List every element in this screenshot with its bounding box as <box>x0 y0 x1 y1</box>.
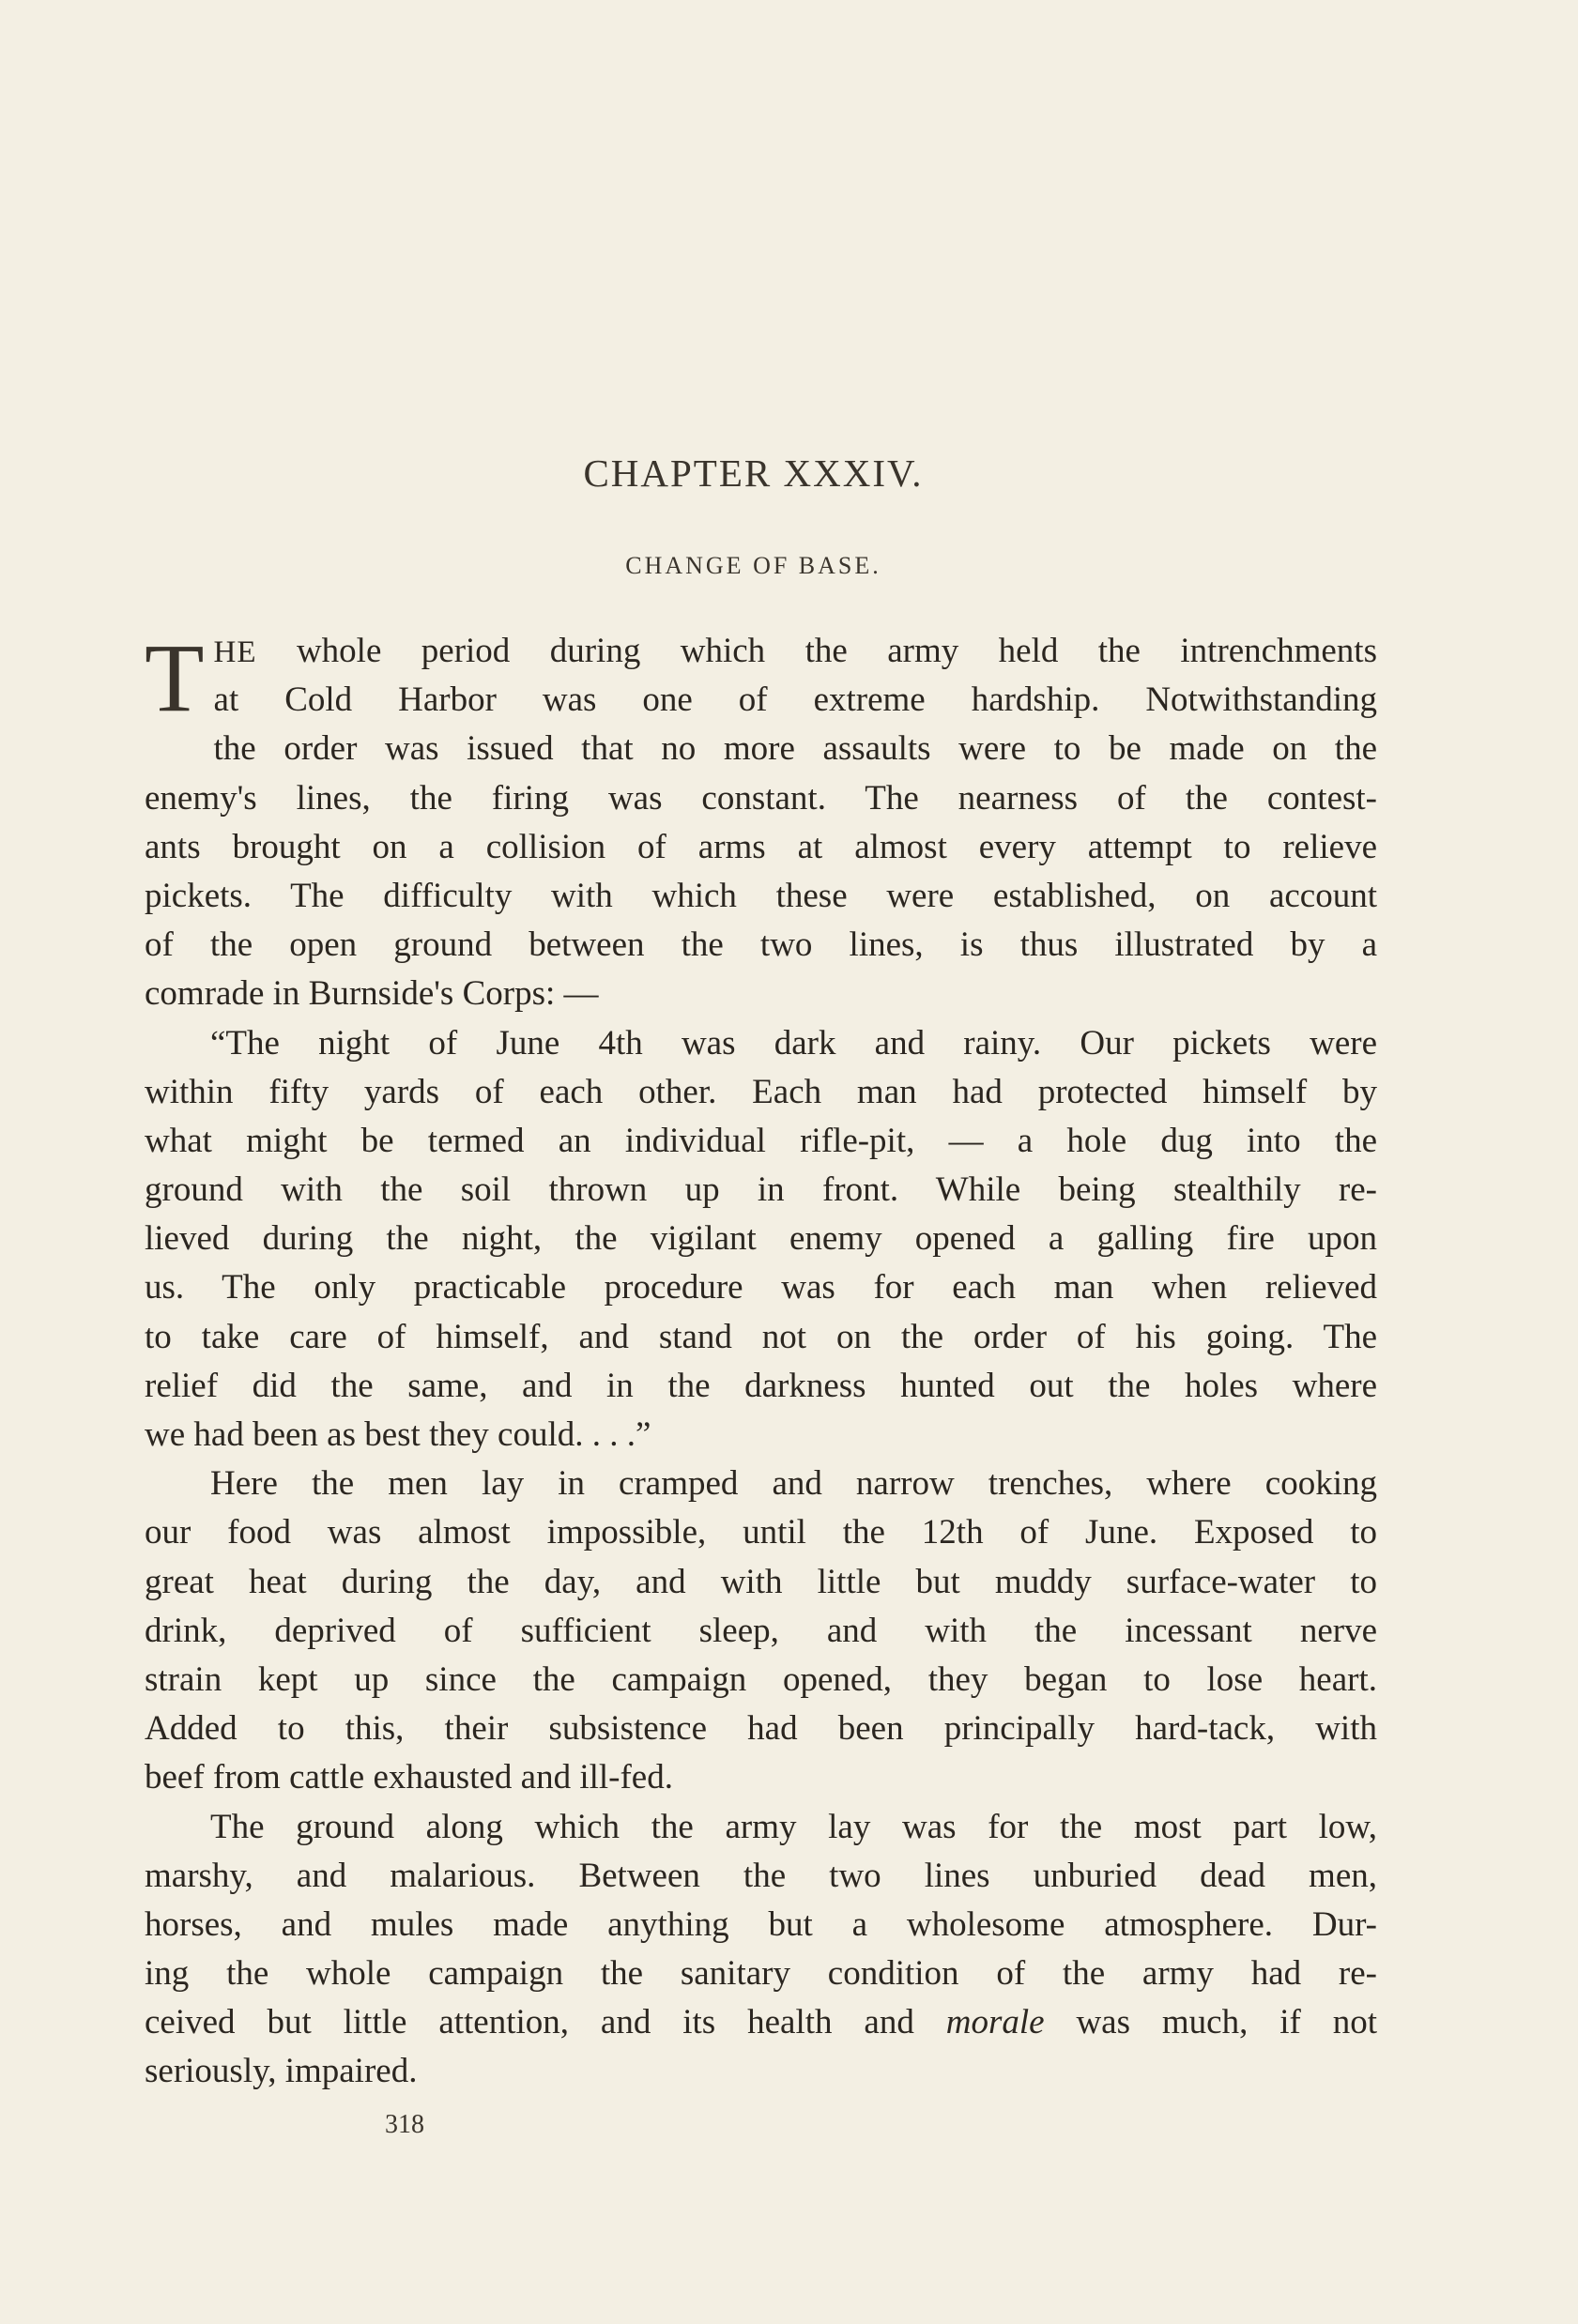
chapter-title: CHAPTER XXXIV. <box>583 451 924 495</box>
text-line: strain kept up since the campaign opened, they began to lose heart. <box>145 1659 1377 1699</box>
text-line: Added to this, their subsistence had been principally hard-tack, with <box>145 1709 1377 1749</box>
text-line: enemy's lines, the firing was constant. The nearness of the contest- <box>145 778 1377 818</box>
drop-cap: T <box>145 624 205 732</box>
smallcaps-opening: HE <box>213 635 257 669</box>
text-line: Here the men lay in cramped and narrow trenches, where cooking <box>210 1464 1377 1504</box>
text-line: what might be termed an individual rifle-pit, — a hole dug into the <box>145 1121 1377 1160</box>
text-line <box>145 627 1377 676</box>
text-line: we had been as best they could. . . .” <box>145 1415 651 1454</box>
line-text: ceived but little attention, and its health and <box>145 2003 946 2042</box>
text-line: relief did the same, and in the darkness hunted out the holes where <box>145 1366 1377 1405</box>
text-line: The ground along which the army lay was for the most part low, <box>210 1807 1377 1846</box>
text-line: our food was almost impossible, until the 12th of June. Exposed to <box>145 1513 1377 1552</box>
chapter-subtitle: CHANGE OF BASE. <box>625 552 881 579</box>
page-number: 318 <box>385 2110 424 2139</box>
line-text: whole period during which the army held the intrenchments <box>256 632 1377 670</box>
line-text: was much, if not <box>1044 2003 1377 2042</box>
text-line: great heat during the day, and with little but muddy surface-water to <box>145 1562 1377 1601</box>
text-line: lieved during the night, the vigilant enemy opened a galling fire upon <box>145 1219 1377 1259</box>
text-line: within fifty yards of each other. Each man had protected himself by <box>145 1072 1377 1111</box>
paragraph-4 <box>145 1803 1377 2097</box>
italic-word: morale <box>945 2003 1045 2042</box>
text-line: beef from cattle exhausted and ill-fed. <box>145 1758 673 1797</box>
paragraph-2 <box>145 1019 1377 1460</box>
body-text <box>145 624 1377 2097</box>
text-line <box>145 1998 1377 2047</box>
text-line: drink, deprived of sufficient sleep, and with the incessant nerve <box>145 1611 1377 1650</box>
text-line: comrade in Burnside's Corps: — <box>145 974 599 1014</box>
paragraph-3 <box>145 1460 1377 1802</box>
text-line: us. The only practicable procedure was for each man when relieved <box>145 1268 1377 1307</box>
text-line: to take care of himself, and stand not on the order of his going. The <box>145 1317 1377 1356</box>
text-line: at Cold Harbor was one of extreme hardship. Notwithstanding <box>213 680 1377 720</box>
paragraph-1 <box>145 624 1377 1019</box>
text-line: “The night of June 4th was dark and rainy. Our pickets were <box>210 1023 1377 1063</box>
text-line: pickets. The difficulty with which these were established, on account <box>145 876 1377 915</box>
text-line: marshy, and malarious. Between the two lines unburied dead men, <box>145 1856 1377 1895</box>
text-line: ants brought on a collision of arms at almost every attempt to relieve <box>145 827 1377 866</box>
text-line: of the open ground between the two lines, is thus illustrated by a <box>145 925 1377 965</box>
text-line: horses, and mules made anything but a wholesome atmosphere. Dur- <box>145 1904 1377 1944</box>
text-line: ing the whole campaign the sanitary condition of the army had re- <box>145 1954 1377 1994</box>
text-line: the order was issued that no more assaults were to be made on the <box>213 729 1377 769</box>
text-line: ground with the soil thrown up in front. While being stealthily re- <box>145 1170 1377 1210</box>
text-line: seriously, impaired. <box>145 2052 418 2091</box>
